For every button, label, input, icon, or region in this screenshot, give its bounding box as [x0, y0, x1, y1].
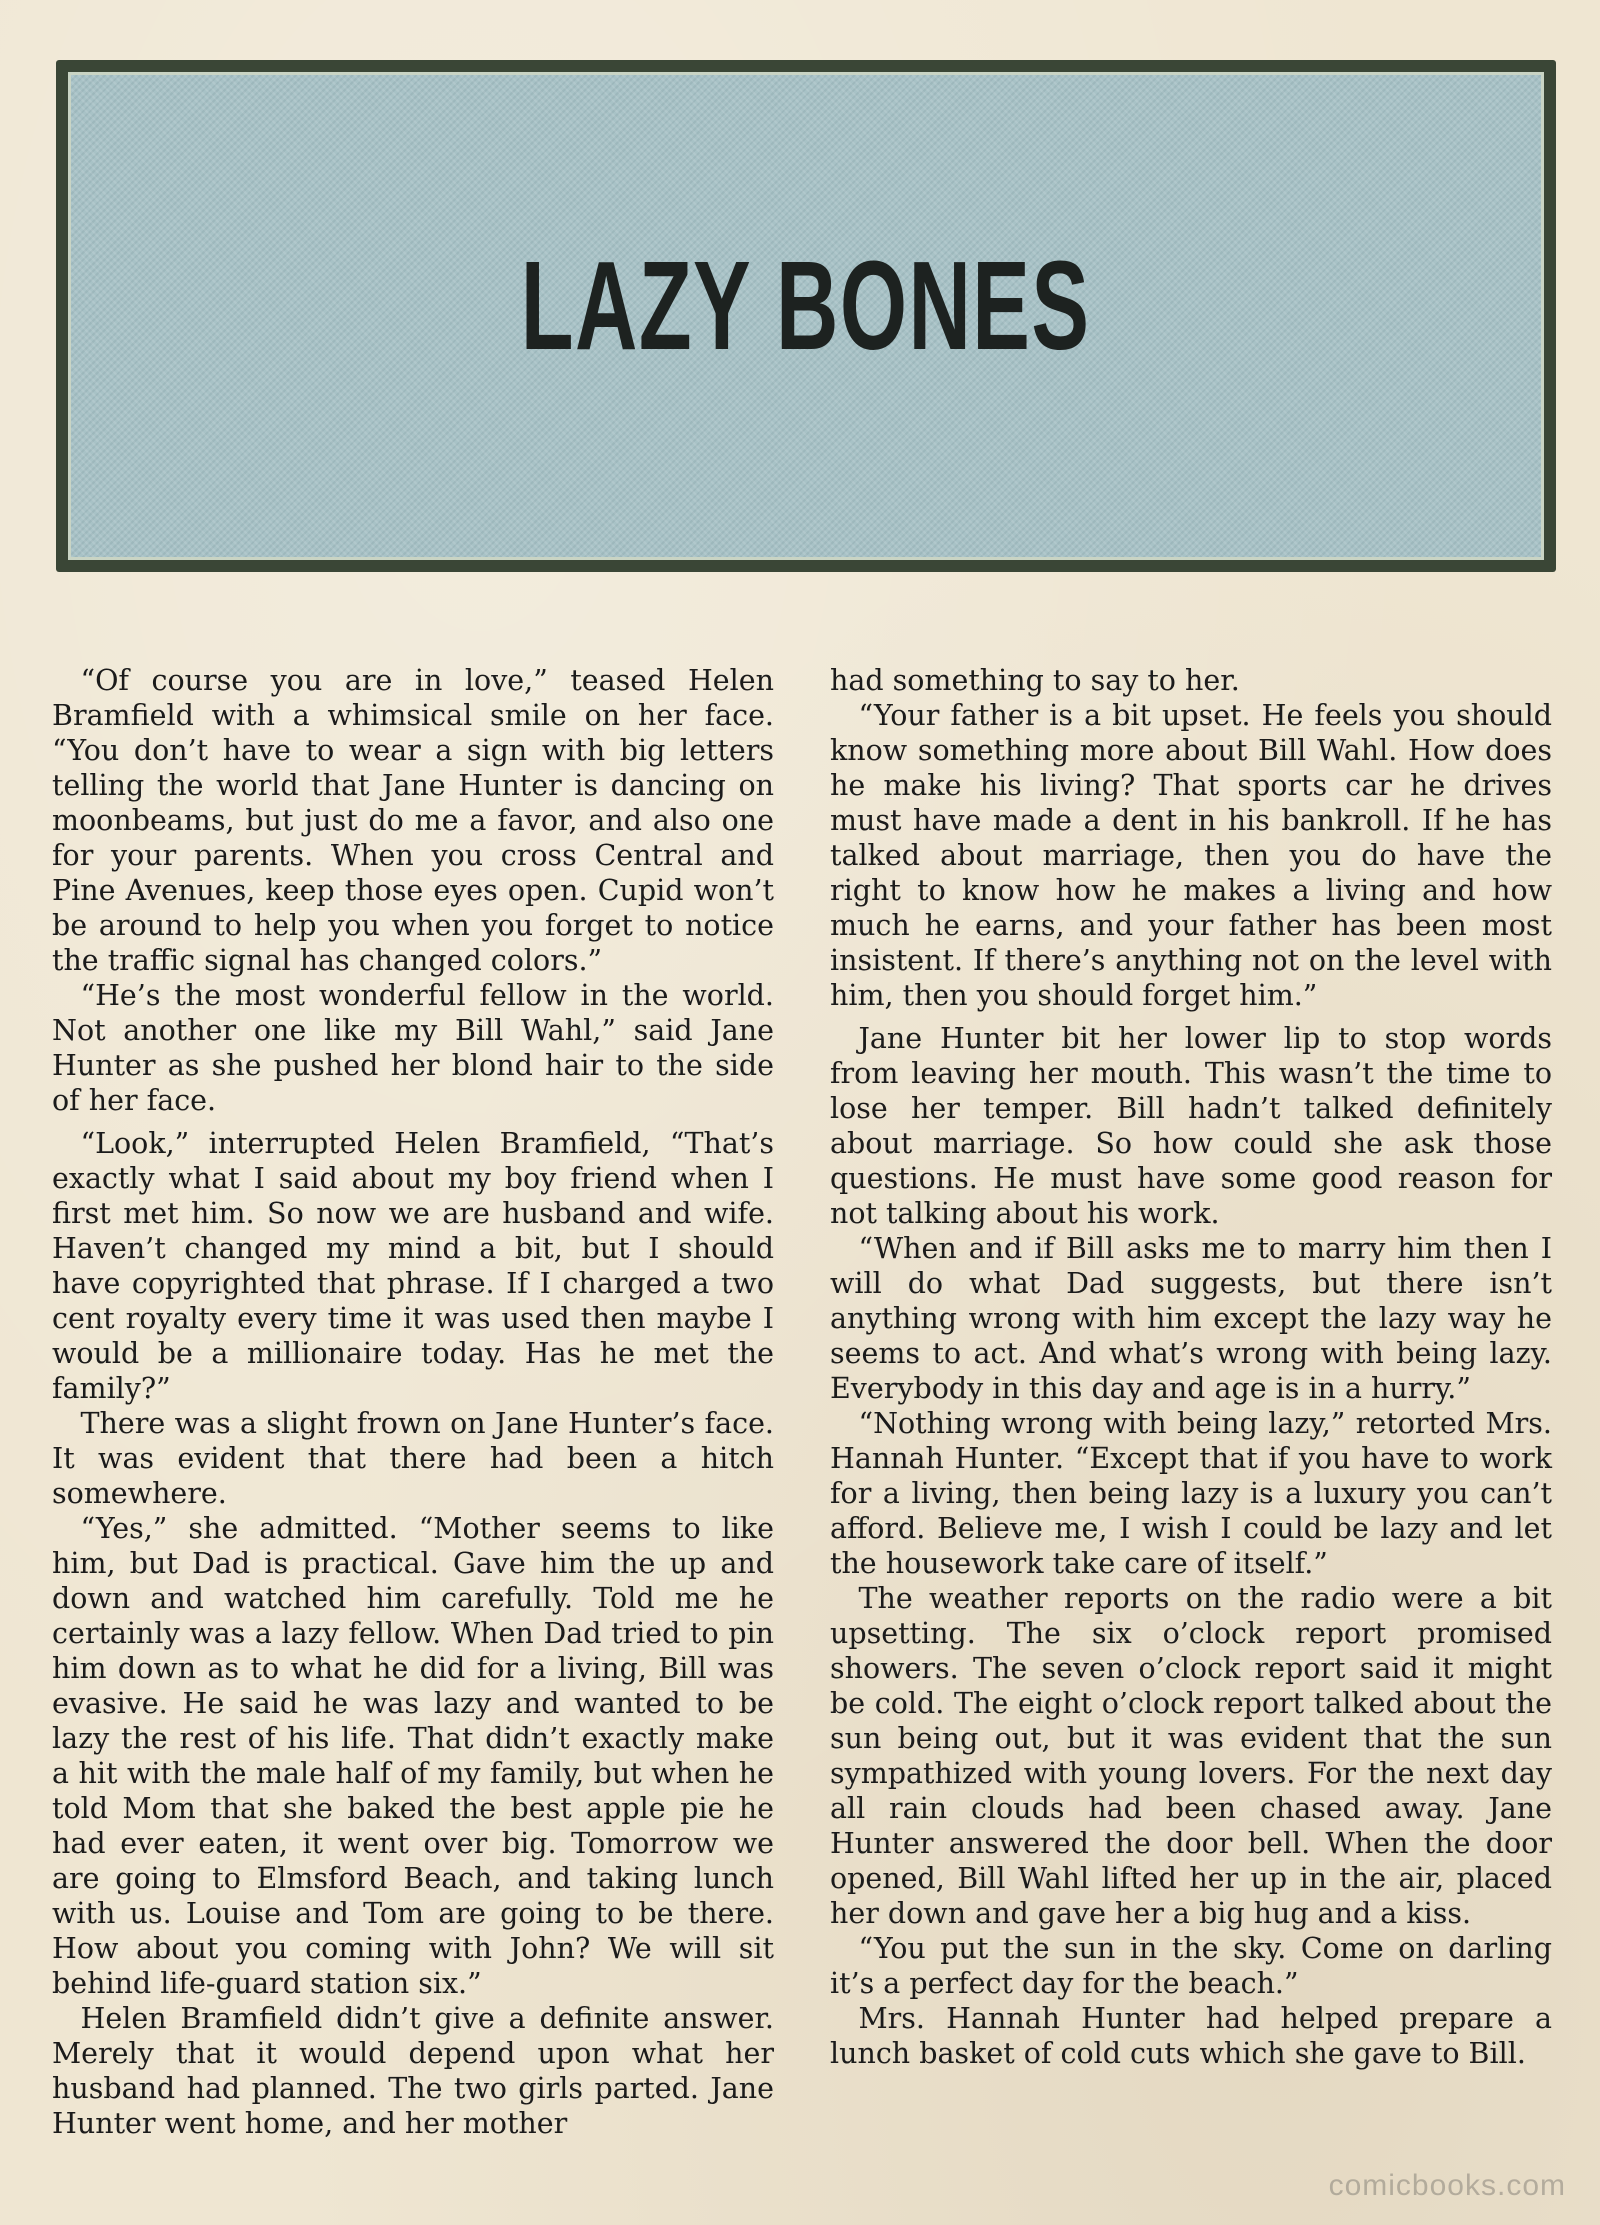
paragraph: “Look,” interrupted Helen Bramfield, “That’s exactly what I said about my boy friend when I first met him. So now we are husband and wife. Haven’t changed my mind a bit, but I should have copyrighted that phrase. If I charged a two cent royalty every time it was used then maybe I would be a millionaire today. Has he met the family?”	[52, 1127, 774, 1405]
paragraph: Helen Bramfield didn’t give a definite answer. Merely that it would depend upon what her husband had planned. The two girls parted. Jane Hunter went home, and her mother	[52, 2002, 774, 2140]
paragraph: There was a slight frown on Jane Hunter’s face. It was evident that there had been a hitch somewhere.	[52, 1407, 774, 1510]
story-title: LAZY BONES	[521, 235, 1091, 377]
paragraph-continued: had something to say to her.	[830, 664, 1240, 697]
paragraph: Mrs. Hannah Hunter had helped prepare a lunch basket of cold cuts which she gave to Bill.	[830, 2002, 1552, 2070]
paragraph: Jane Hunter bit her lower lip to stop words from leaving her mouth. This wasn’t the time to lose her temper. Bill hadn’t talked definitely about marriage. So how could she ask those questions. He must have some good reason for not talking about his work.	[830, 1022, 1552, 1230]
left-column	[52, 663, 774, 2141]
story-body	[52, 663, 1552, 2163]
paragraph: “Yes,” she admitted. “Mother seems to like him, but Dad is practical. Gave him the up and down and watched him carefully. Told me he certainly was a lazy fellow. When Dad tried to pin him down as to what he did for a living, Bill was evasive. He said he was lazy and wanted to be lazy the rest of his life. That didn’t exactly make a hit with the male half of my family, but when he told Mom that she baked the best apple pie he had ever eaten, it went over big. Tomorrow we are going to Elmsford Beach, and taking lunch with us. Louise and Tom are going to be there. How about you coming with John? We will sit behind life-guard station six.”	[52, 1512, 774, 2000]
paragraph: “He’s the most wonderful fellow in the world. Not another one like my Bill Wahl,” said Jane Hunter as she pushed her blond hair to the side of her face.	[52, 979, 774, 1117]
site-watermark: comicbooks.com	[1328, 2169, 1566, 2202]
right-column	[830, 663, 1552, 2071]
paragraph: “Nothing wrong with being lazy,” retorted Mrs. Hannah Hunter. “Except that if you have to work for a living, then being lazy is a luxury you can’t afford. Believe me, I wish I could be lazy and let the housework take care of itself.”	[830, 1407, 1552, 1580]
paragraph: The weather reports on the radio were a bit upsetting. The six o’clock report promised showers. The seven o’clock report said it might be cold. The eight o’clock report talked about the sun being out, but it was evident that the sun sympathized with young lovers. For the next day all rain clouds had been chased away. Jane Hunter answered the door bell. When the door opened, Bill Wahl lifted her up in the air, placed her down and gave her a big hug and a kiss.	[830, 1582, 1552, 1930]
paragraph: “You put the sun in the sky. Come on darling it’s a perfect day for the beach.”	[830, 1932, 1552, 2000]
paragraph: “Of course you are in love,” teased Helen Bramfield with a whimsical smile on her face. “You don’t have to wear a sign with big letters telling the world that Jane Hunter is dancing on moonbeams, but just do me a favor, and also one for your parents. When you cross Central and Pine Avenues, keep those eyes open. Cupid won’t be around to help you when you forget to notice the traffic signal has changed colors.”	[52, 664, 774, 977]
title-banner	[56, 60, 1556, 572]
paragraph: “Your father is a bit upset. He feels you should know something more about Bill Wahl. How does he make his living? That sports car he drives must have made a dent in his bankroll. If he has talked about marriage, then you do have the right to know how he makes a living and how much he earns, and your father has been most insistent. If there’s anything not on the level with him, then you should forget him.”	[830, 699, 1552, 1012]
paragraph: “When and if Bill asks me to marry him then I will do what Dad suggests, but there isn’t anything wrong with him except the lazy way he seems to act. And what’s wrong with being lazy. Everybody in this day and age is in a hurry.”	[830, 1232, 1552, 1405]
title-panel	[68, 72, 1544, 560]
